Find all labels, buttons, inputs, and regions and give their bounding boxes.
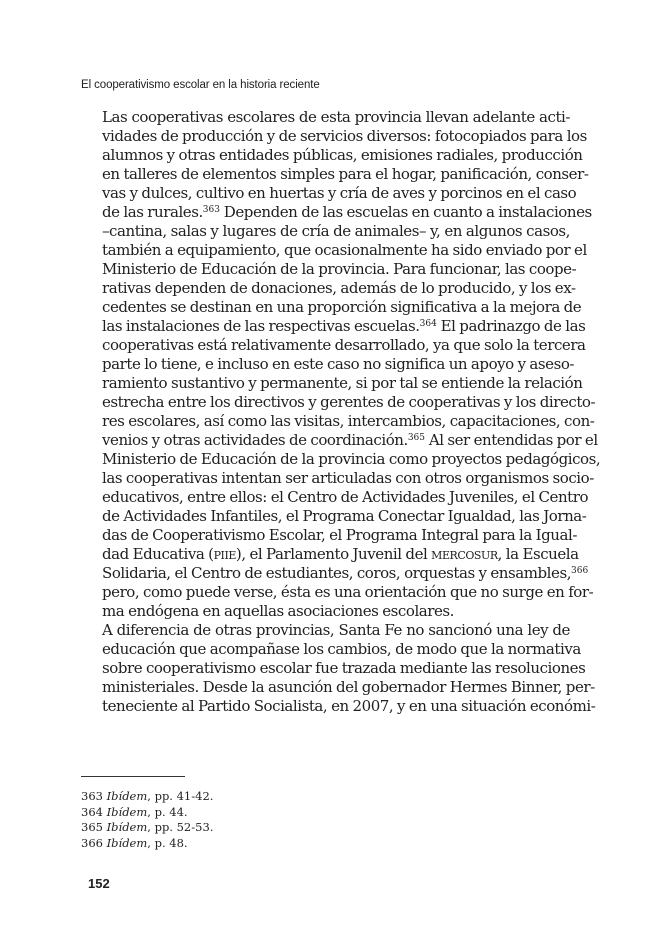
text-line: Ministerio de Educación de la provincia. Para funcionar, las coope- [102,260,577,278]
text-line: sobre cooperativismo escolar fue trazada mediante las resoluciones [102,659,586,677]
text-line: de las rurales.$^{363}$ Dependen de las escuelas en cuanto a instalaciones [102,203,592,221]
text-line: en talleres de elementos simples para el hogar, panificación, conser- [102,165,589,183]
footnote-ref[interactable]: 363 [202,205,220,215]
page-number: 152 [88,876,110,891]
paragraph [81,621,596,716]
text-line: ma endógena en aquellas asociaciones escolares. [102,602,455,620]
text-line: A diferencia de otras provincias, Santa Fe no sancionó una ley de [102,621,570,639]
text-line: Solidaria, el Centro de estudiantes, coros, orquestas y ensambles,$^{366}$ [102,564,589,582]
text-line: cooperativas está relativamente desarrollado, ya que solo la tercera [102,336,586,354]
footnote-ref[interactable]: 364 [419,319,437,329]
footnote: 363 Ibídem, pp. 41-42. [81,789,214,803]
text-line: –cantina, salas y lugares de cría de animales– y, en algunos casos, [102,222,570,240]
paragraph [81,108,601,621]
footnotes [81,789,213,851]
footnote-ref[interactable]: 365 [407,433,425,443]
text-line: alumnos y otras entidades públicas, emisiones radiales, producción [102,146,583,164]
text-line: las instalaciones de las respectivas escuelas.$^{364}$ El padrinazgo de las [102,317,586,335]
text-line: venios y otras actividades de coordinación.$^{365}$ Al ser entendidas por el [102,431,598,449]
footnote: 366 Ibídem, p. 48. [81,835,188,850]
text-line: Ministerio de Educación de la provincia como proyectos pedagógicos, [102,450,601,468]
text-line: ramiento sustantivo y permanente, si por tal se entiende la relación [102,374,583,392]
footnote-ref[interactable]: 366 [571,566,589,576]
text-line: res escolares, así como las visitas, intercambios, capacitaciones, con- [102,412,595,430]
body-text [81,108,601,716]
footnote-divider [81,776,185,777]
text-line: vas y dulces, cultivo en huertas y cría de aves y porcinos en el caso [102,184,577,202]
text-line: cedentes se destinan en una proporción significativa a la mejora de [102,298,582,316]
text-line: dad Educativa (piie), el Parlamento Juvenil del mercosur, la Escuela [102,545,579,563]
text-line: ministeriales. Desde la asunción del gobernador Hermes Binner, per- [102,678,595,696]
text-line: las cooperativas intentan ser articuladas con otros organismos socio- [102,469,594,487]
footnote: 365 Ibídem, pp. 52-53. [81,820,214,834]
text-line: teneciente al Partido Socialista, en 2007, y en una situación económi- [102,697,596,715]
text-line: también a equipamiento, que ocasionalmente ha sido enviado por el [102,241,587,259]
text-line: das de Cooperativismo Escolar, el Programa Integral para la Igual- [102,526,577,544]
text-line: vidades de producción y de servicios diversos: fotocopiados para los [102,127,587,145]
text-line: estrecha entre los directivos y gerentes de cooperativas y los directo- [102,393,596,411]
text-line: rativas dependen de donaciones, además de lo producido, y los ex- [102,279,576,297]
text-line: pero, como puede verse, ésta es una orientación que no surge en for- [102,583,594,601]
running-header: El cooperativismo escolar en la historia reciente [81,79,320,91]
text-line: parte lo tiene, e incluso en este caso no significa un apoyo y aseso- [102,355,575,373]
text-line: educativos, entre ellos: el Centro de Actividades Juveniles, el Centro [102,488,589,506]
text-line: Las cooperativas escolares de esta provincia llevan adelante acti- [102,108,570,126]
text-line: educación que acompañase los cambios, de modo que la normativa [102,640,581,658]
text-line: de Actividades Infantiles, el Programa Conectar Igualdad, las Jorna- [102,507,587,525]
footnote: 364 Ibídem, p. 44. [81,804,188,819]
